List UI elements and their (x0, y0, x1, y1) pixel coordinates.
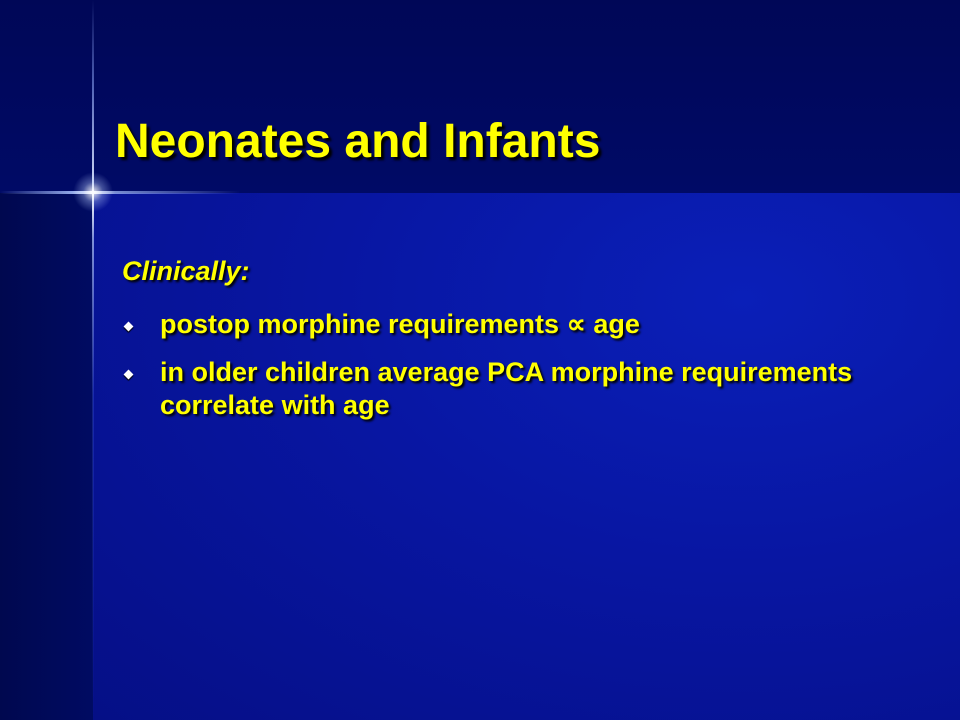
sparkle-horizontal-line (0, 191, 240, 194)
slide-title: Neonates and Infants (115, 115, 601, 168)
diamond-bullet-icon (124, 322, 134, 332)
subheading: Clinically: (122, 256, 250, 286)
diamond-bullet-icon (124, 370, 134, 380)
bullet-item (122, 308, 902, 341)
sparkle-vertical-line (92, 0, 94, 720)
bullet-text: in older children average PCA morphine requirements correlate with age (160, 357, 853, 420)
bullet-text: postop morphine requirements ∝ age (160, 309, 640, 339)
left-strip (0, 193, 93, 720)
bullet-list (122, 308, 902, 437)
sparkle-star-icon (73, 172, 113, 212)
bullet-item (122, 356, 902, 422)
